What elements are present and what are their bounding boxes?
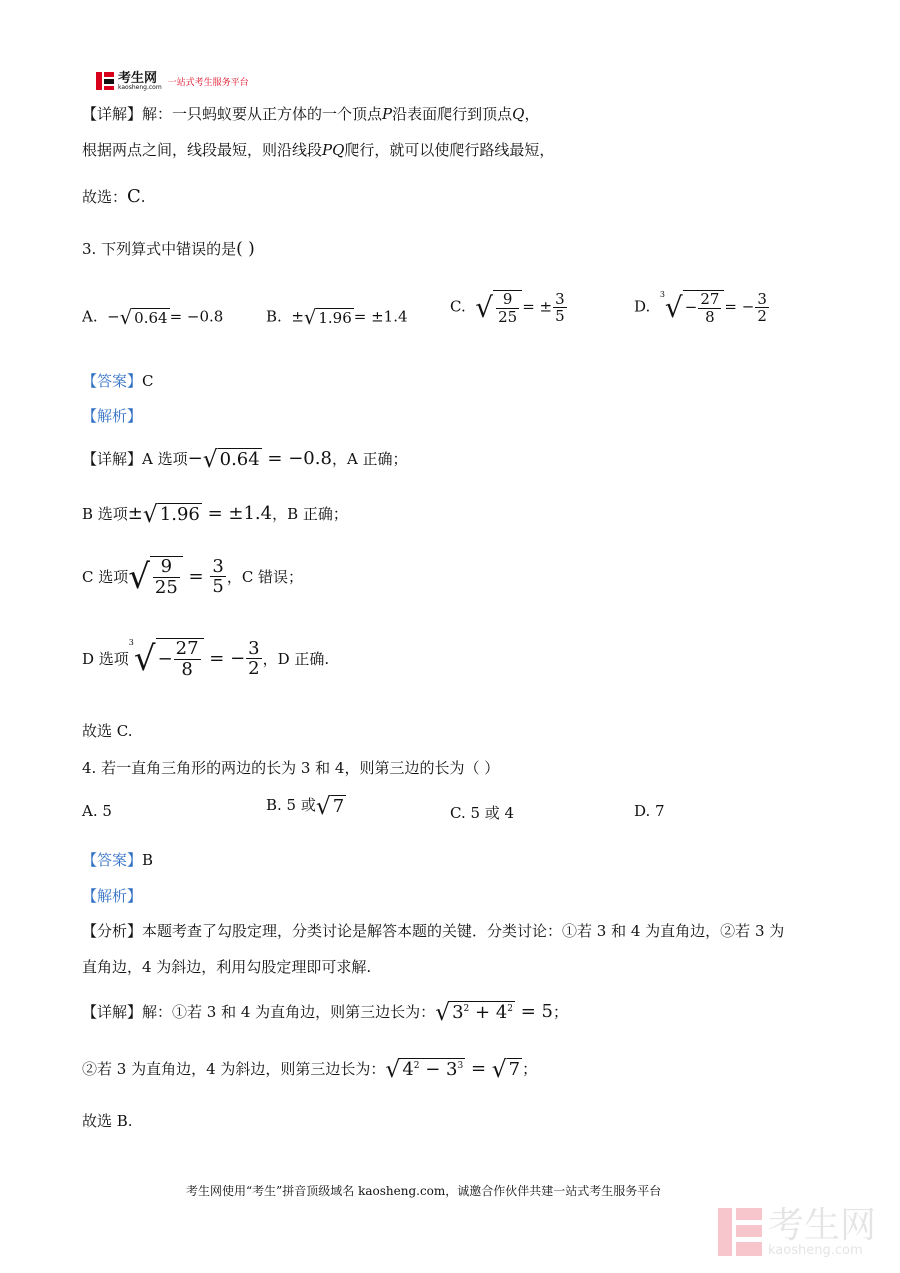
q3-answer: 【答案】C: [82, 372, 154, 390]
logo-name: 考生网: [118, 70, 158, 86]
q3-detail-a: 【详解】A 选项−√ 0.64 = −0.8，A 正确；: [82, 445, 408, 473]
prev-choose-line: 故选：C.: [82, 186, 146, 207]
q4-option-b: B. 5 或√ 7: [266, 792, 345, 820]
q4-choose: 故选 B.: [82, 1112, 133, 1130]
q3-option-d: D. $^3$√ − $\frac{27}{8}$ = − $\frac{3}{2}$: [634, 289, 767, 326]
logo-mark-icon: [95, 71, 115, 91]
q3-detail-d: D 选项$^3$√ − $\frac{27}{8}$ = − $\frac{3}{2}$ ，D 正确.: [82, 637, 330, 680]
q4-fenxi-line1: 【分析】本题考查了勾股定理，分类讨论是解答本题的关键．分类讨论：①若 3 和 4 为直角边，②若 3 为: [82, 922, 785, 940]
q3-detail-c: C 选项√ $\frac{9}{25}$ = $\frac{3}{5}$ ，C 错误；: [82, 555, 304, 598]
q3-option-a: A. −√ 0.64 = −0.8: [82, 306, 224, 329]
q4-detail-2: ②若 3 为直角边，4 为斜边，则第三边长为：√ $4^2 - 3^3$ = √ 7 ；: [82, 1055, 538, 1083]
q3-choose: 故选 C.: [82, 722, 133, 740]
q3-option-b: B. ±√ 1.96 = ±1.4: [266, 306, 408, 329]
q4-option-d: D. 7: [634, 802, 665, 820]
site-logo: [95, 71, 249, 91]
q4-fenxi-line2: 直角边，4 为斜边，利用勾股定理即可求解.: [82, 958, 372, 976]
q4-analysis-label: 【解析】: [82, 887, 143, 905]
prev-reason-line: 根据两点之间，线段最短，则沿线段PQ爬行，就可以使爬行路线最短，: [82, 141, 555, 159]
prev-detail-line: 【详解】解：一只蚂蚁要从正方体的一个顶点P沿表面爬行到顶点Q，: [82, 105, 540, 123]
page-footer: 考生网使用“考生”拼音顶级域名 kaosheng.com，诚邀合作伙伴共建一站式考生服务平台: [186, 1184, 662, 1198]
q4-answer: 【答案】B: [82, 851, 154, 869]
q4-option-c: C. 5 或 4: [450, 804, 515, 822]
q4-detail-1: 【详解】解：①若 3 和 4 为直角边，则第三边长为：√ $3^2 + 4^2 = 5$；: [82, 998, 568, 1026]
logo-domain: kaosheng.com: [118, 83, 162, 91]
detail-label: 【详解】: [82, 105, 143, 123]
q3-detail-b: B 选项±√ 1.96 = ±1.4，B 正确；: [82, 500, 348, 528]
q4-option-a: A. 5: [82, 802, 112, 820]
q4-stem: 4. 若一直角三角形的两边的长为 3 和 4，则第三边的长为（ ）: [82, 759, 500, 777]
logo-slogan: 一站式考生服务平台: [167, 77, 249, 88]
q3-stem: 3. 下列算式中错误的是( ): [82, 239, 255, 259]
q3-analysis-label: 【解析】: [82, 407, 143, 425]
watermark-logo: 考生网 kaosheng.com: [718, 1206, 876, 1258]
q3-option-c: C. √ $\frac{9}{25}$ = ± $\frac{3}{5}$: [450, 289, 565, 326]
watermark-mark-icon: [718, 1206, 762, 1258]
